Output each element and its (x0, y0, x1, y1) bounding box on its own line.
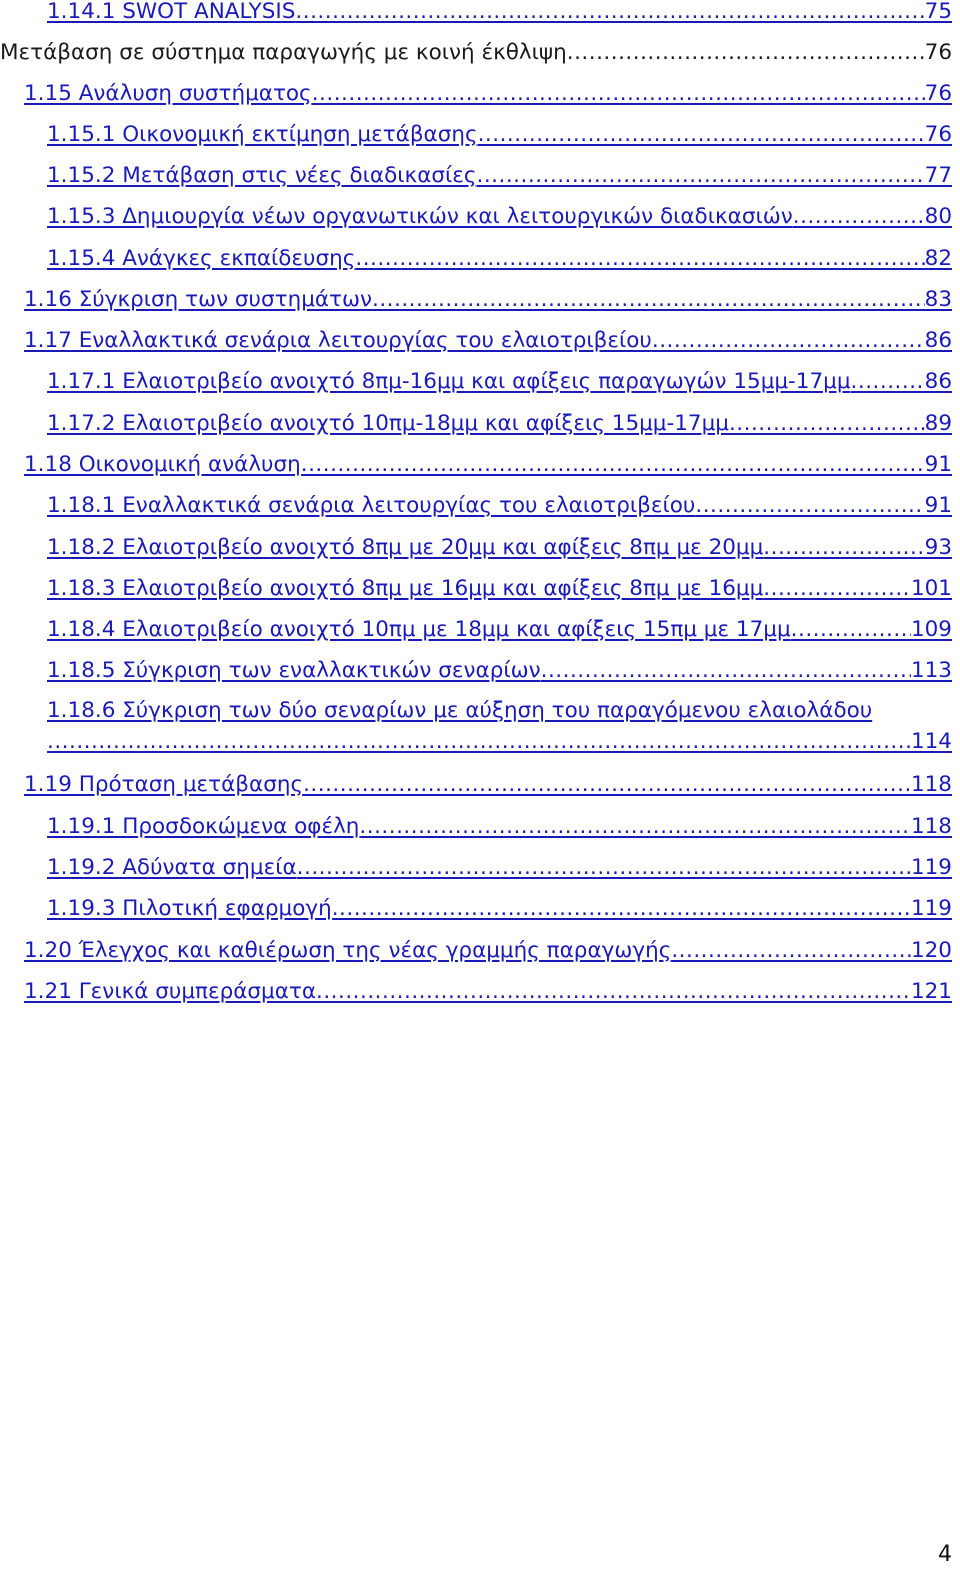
toc-page-number[interactable]: 119 (910, 896, 952, 921)
toc-entry-1-15-1[interactable] (47, 117, 952, 153)
toc-leader-dots (355, 241, 924, 277)
page-number: 4 (938, 1542, 952, 1567)
toc-entry-1-15-2[interactable] (47, 158, 952, 194)
toc-page-number[interactable]: 82 (924, 246, 952, 271)
toc-entry-1-19-2[interactable] (47, 850, 952, 886)
toc-entry-title[interactable]: 1.15.4 Ανάγκες εκπαίδευσης (47, 246, 356, 271)
toc-page-number[interactable]: 91 (924, 452, 952, 477)
toc-entry-title[interactable]: 1.15.2 Μετάβαση στις νέες διαδικασίες (47, 163, 477, 188)
toc-entry-1-15-4[interactable] (47, 241, 952, 277)
toc-entry-1-14-1[interactable] (47, 0, 952, 30)
toc-entry-1-15[interactable] (24, 76, 952, 112)
toc-entry-1-15-3[interactable] (47, 199, 952, 235)
toc-leader-dots (295, 0, 924, 30)
toc-leader-dots (695, 488, 924, 524)
toc-page-number[interactable]: 91 (924, 493, 952, 518)
toc-leader-dots (303, 767, 911, 803)
toc-leader-dots (47, 726, 911, 757)
toc-entry-1-19[interactable] (24, 767, 952, 803)
toc-entry-1-18-4[interactable] (47, 612, 952, 648)
toc-page-number[interactable]: 121 (910, 979, 952, 1004)
toc-leader-dots (851, 364, 925, 400)
toc-entry-1-20[interactable] (24, 933, 952, 969)
toc-entry-title[interactable]: 1.19.2 Αδύνατα σημεία (47, 855, 297, 880)
toc-leader-dots (671, 933, 911, 969)
toc-entry-1-21[interactable] (24, 974, 952, 1010)
toc-entry-title[interactable]: 1.21 Γενικά συμπεράσματα (24, 979, 316, 1004)
toc-entry-title[interactable]: 1.15 Ανάλυση συστήματος (24, 81, 312, 106)
toc-page-number: 76 (924, 40, 952, 65)
toc-entry-title[interactable]: 1.18.6 Σύγκριση των δύο σεναρίων με αύξηση του παραγόμενου ελαιολάδου (47, 698, 873, 723)
toc-page-number[interactable]: 118 (910, 772, 952, 797)
toc-entry-title[interactable]: 1.15.1 Οικονομική εκτίμηση μετάβασης (47, 122, 478, 147)
toc-leader-dots (729, 406, 925, 442)
toc-page-number[interactable]: 93 (924, 535, 952, 560)
toc-entry-1-19-1[interactable] (47, 809, 952, 845)
toc-leader-dots (301, 447, 925, 483)
toc-entry-title: Μετάβαση σε σύστημα παραγωγής με κοινή έκθλιψη (0, 40, 567, 65)
toc-entry-1-16[interactable] (24, 282, 952, 318)
toc-leader-dots (312, 76, 925, 112)
toc-leader-dots (372, 282, 925, 318)
toc-entry-1-17-1[interactable] (47, 364, 952, 400)
toc-entry-title[interactable]: 1.19.1 Προσδοκώμενα οφέλη (47, 814, 360, 839)
toc-page-number[interactable]: 77 (924, 163, 952, 188)
toc-leader-dots (791, 612, 911, 648)
toc-page-number[interactable]: 86 (924, 328, 952, 353)
toc-page-number[interactable]: 114 (910, 729, 952, 754)
toc-entry-transition (0, 35, 952, 71)
toc-entry-title[interactable]: 1.18 Οικονομική ανάλυση (24, 452, 301, 477)
toc-page-number[interactable]: 76 (924, 81, 952, 106)
toc-entry-title[interactable]: 1.19 Πρόταση μετάβασης (24, 772, 304, 797)
toc-entry-1-19-3[interactable] (47, 891, 952, 927)
toc-page-number[interactable]: 120 (910, 938, 952, 963)
toc-entry-1-18-2[interactable] (47, 530, 952, 566)
toc-entry-title[interactable]: 1.20 Έλεγχος και καθιέρωση της νέας γραμμής παραγωγής (24, 938, 672, 963)
toc-page-number[interactable]: 89 (924, 411, 952, 436)
toc-entry-title[interactable]: 1.18.4 Ελαιοτριβείο ανοιχτό 10πμ με 18μμ και αφίξεις 15πμ με 17μμ (47, 617, 791, 642)
toc-page-number[interactable]: 75 (924, 0, 952, 24)
toc-entry-1-17[interactable] (24, 323, 952, 359)
toc-entry-1-18-3[interactable] (47, 571, 952, 607)
toc-entry-1-17-2[interactable] (47, 406, 952, 442)
toc-entry-title[interactable]: 1.17.2 Ελαιοτριβείο ανοιχτό 10πμ-18μμ και αφίξεις 15μμ-17μμ (47, 411, 729, 436)
toc-leader-dots (763, 530, 924, 566)
toc-leader-dots (478, 117, 925, 153)
toc-page-number[interactable]: 119 (910, 855, 952, 880)
toc-entry-title[interactable]: 1.18.1 Εναλλακτικά σενάρια λειτουργίας του ελαιοτριβείου (47, 493, 696, 518)
toc-leader-dots (297, 850, 911, 886)
toc-leader-dots (793, 199, 925, 235)
toc-entry-1-18-5[interactable] (47, 653, 952, 689)
toc-entry-title[interactable]: 1.15.3 Δημιουργία νέων οργανωτικών και λειτουργικών διαδικασιών (47, 204, 793, 229)
toc-entry-1-18[interactable] (24, 447, 952, 483)
toc-page-number[interactable]: 76 (924, 122, 952, 147)
toc-entry-title[interactable]: 1.17 Εναλλακτικά σενάρια λειτουργίας του ελαιοτριβείου (24, 328, 652, 353)
toc-page-number[interactable]: 80 (924, 204, 952, 229)
toc-entry-title[interactable]: 1.18.2 Ελαιοτριβείο ανοιχτό 8πμ με 20μμ και αφίξεις 8πμ με 20μμ (47, 535, 764, 560)
toc-entry-title[interactable]: 1.18.3 Ελαιοτριβείο ανοιχτό 8πμ με 16μμ και αφίξεις 8πμ με 16μμ (47, 576, 764, 601)
toc-page-number[interactable]: 83 (924, 287, 952, 312)
toc-leader-dots (477, 158, 925, 194)
toc-page-number[interactable]: 118 (910, 814, 952, 839)
toc-entry-1-18-6[interactable] (47, 695, 952, 757)
toc-entry-title[interactable]: 1.17.1 Ελαιοτριβείο ανοιχτό 8πμ-16μμ και αφίξεις παραγωγών 15μμ-17μμ (47, 369, 851, 394)
toc-leader-dots (359, 809, 911, 845)
toc-entry-title[interactable]: 1.16 Σύγκριση των συστημάτων (24, 287, 372, 312)
toc-entry-title[interactable]: 1.18.5 Σύγκριση των εναλλακτικών σεναρίων (47, 658, 541, 683)
toc-leader-dots (567, 35, 925, 71)
toc-entry-title[interactable]: 1.19.3 Πιλοτική εφαρμογή (47, 896, 332, 921)
toc-leader-dots (541, 653, 911, 689)
toc-entry-1-18-1[interactable] (47, 488, 952, 524)
toc-leader-dots (763, 571, 911, 607)
toc-page-number[interactable]: 101 (910, 576, 952, 601)
toc-leader-dots (332, 891, 911, 927)
toc-entry-title[interactable]: 1.14.1 SWOT ANALYSIS (47, 0, 296, 24)
toc-page-number[interactable]: 113 (910, 658, 952, 683)
toc-page-number[interactable]: 109 (910, 617, 952, 642)
toc-leader-dots (652, 323, 925, 359)
toc-leader-dots (316, 974, 911, 1010)
toc-page-number[interactable]: 86 (924, 369, 952, 394)
